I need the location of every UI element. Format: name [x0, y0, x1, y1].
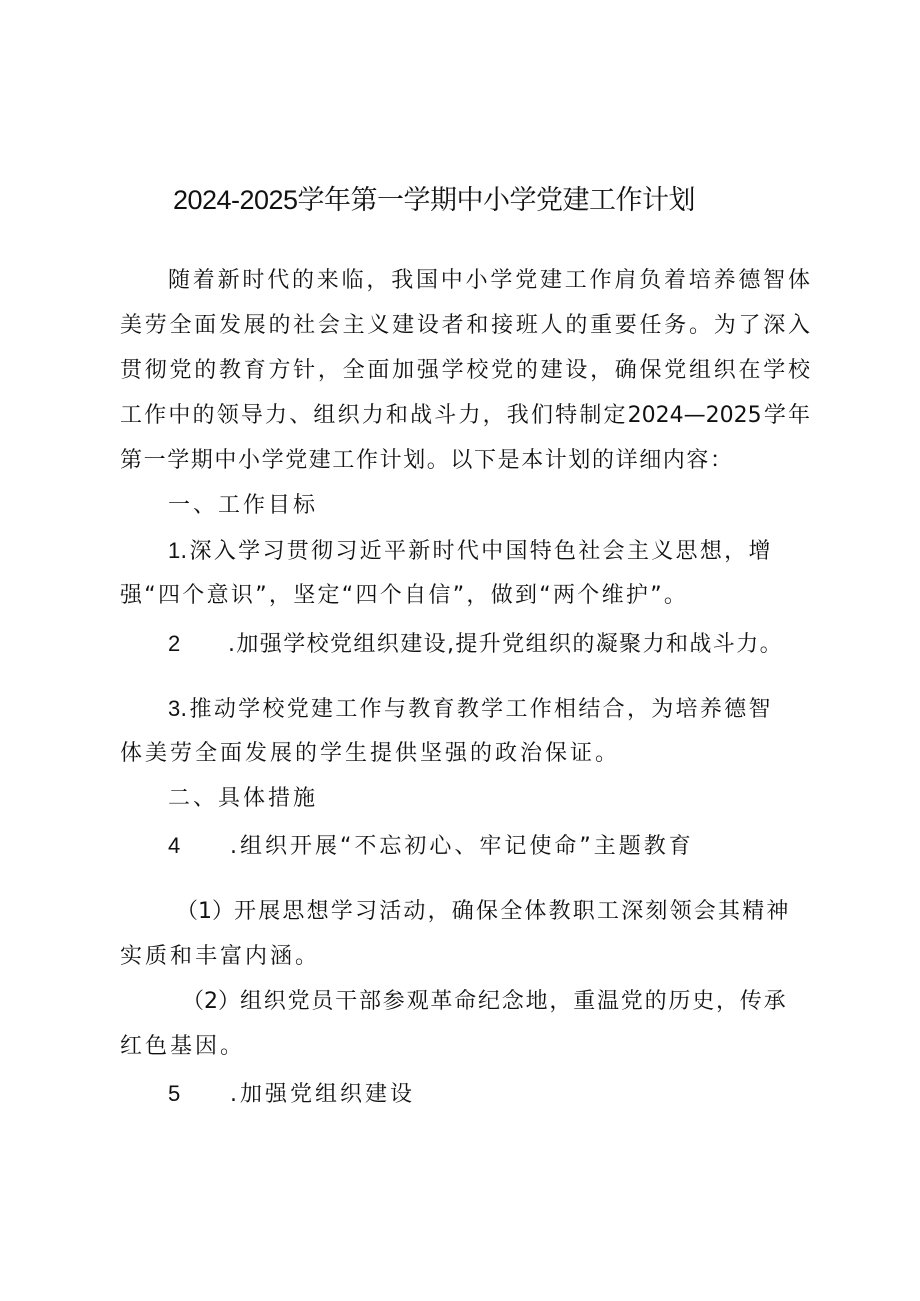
document-title: 2024-2025学年第一学期中小学党建工作计划 — [172, 185, 696, 215]
sub-item-2-marker: （2） — [182, 989, 240, 1014]
goal-item-1-line-2: 强“四个意识”，坚定“四个自信”，做到“两个维护”。 — [120, 583, 689, 608]
intro-line-4: 工作中的领导力、组织力和战斗力，我们特制定2024—2025学年 — [120, 403, 810, 428]
sub-item-1-line-2: 实质和丰富内涵。 — [120, 944, 321, 969]
measure-item-4-text: .组织开展“不忘初心、牢记使命”主题教育 — [230, 834, 694, 859]
sub-item-1-text-1: 开展思想学习活动，确保全体教职工深刻领会其精神 — [234, 899, 791, 924]
intro-line-5: 第一学期中小学党建工作计划。以下是本计划的详细内容： — [120, 448, 734, 473]
sub-item-2-line-1 — [182, 983, 787, 1021]
measure-item-4 — [168, 827, 694, 866]
measure-item-4-number: 4 — [168, 833, 181, 858]
goal-item-3-line-2: 体美劳全面发展的学生提供坚强的政治保证。 — [120, 741, 621, 766]
measure-item-5-text: .加强党组织建设 — [230, 1082, 415, 1107]
section-heading-measures: 二、具体措施 — [168, 786, 319, 811]
goal-item-3-number: 3 — [168, 696, 181, 721]
sub-item-1-marker: （1） — [176, 899, 234, 924]
goal-item-2-text: .加强学校党组织建设,提升党组织的凝聚力和战斗力。 — [228, 632, 783, 657]
goal-item-1-text-1: .深入学习贯彻习近平新时代中国特色社会主义思想，增 — [180, 539, 773, 564]
sub-item-2-line-2: 红色基因。 — [120, 1034, 246, 1059]
intro-line-2: 美劳全面发展的社会主义建设者和接班人的重要任务。为了深入 — [120, 313, 810, 338]
measure-item-5-number: 5 — [168, 1081, 181, 1106]
goal-item-2 — [168, 625, 783, 664]
intro-line-1: 随着新时代的来临，我国中小学党建工作肩负着培养德智体 — [168, 268, 810, 293]
goal-item-3-line-1 — [168, 690, 773, 729]
intro-line-3: 贯彻党的教育方针，全面加强学校党的建设，确保党组织在学校 — [120, 358, 810, 383]
goal-item-1-line-1 — [168, 532, 773, 571]
goal-item-1-number: 1 — [168, 538, 181, 563]
measure-item-5 — [168, 1075, 415, 1114]
sub-item-1-line-1 — [176, 893, 791, 931]
section-heading-goals: 一、工作目标 — [168, 493, 319, 518]
goal-item-3-text-1: .推动学校党建工作与教育教学工作相结合，为培养德智 — [180, 697, 773, 722]
sub-item-2-text-1: 组织党员干部参观革命纪念地，重温党的历史，传承 — [240, 989, 788, 1014]
goal-item-2-number: 2 — [168, 631, 181, 656]
